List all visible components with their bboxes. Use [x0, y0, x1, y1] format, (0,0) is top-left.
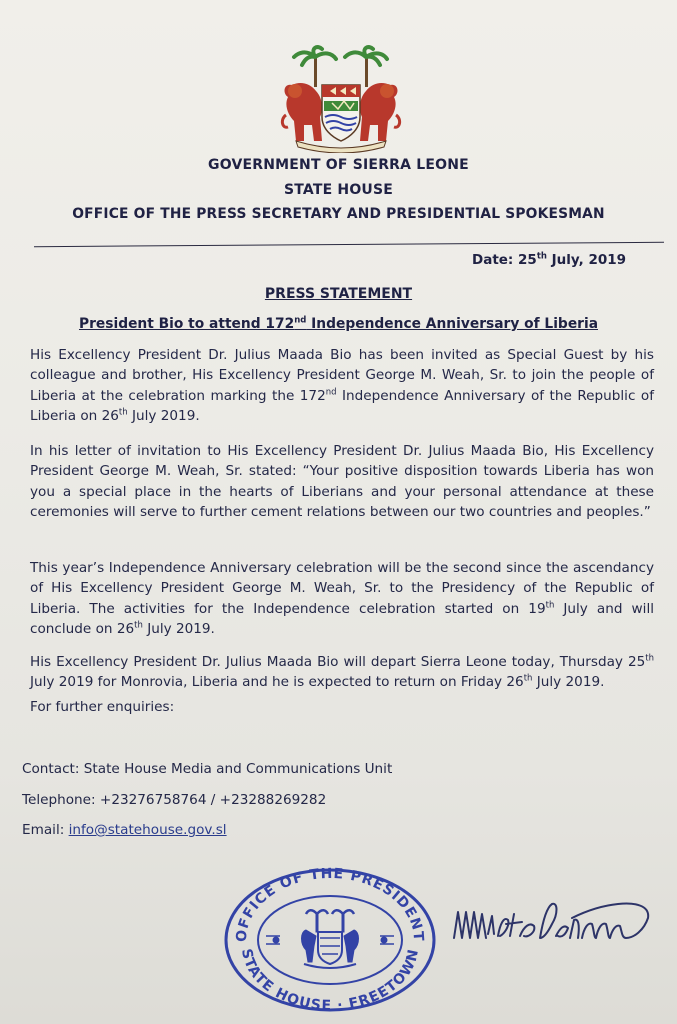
- state-house-heading: STATE HOUSE: [283, 182, 394, 198]
- stamp-crest-icon: [266, 910, 394, 968]
- sierra-leone-coat-of-arms-icon: [278, 45, 404, 153]
- press-statement-title: PRESS STATEMENT: [264, 286, 413, 302]
- contact-telephone: Telephone: +23276758764 / +23288269282: [22, 792, 327, 808]
- contact-email: Email: info@statehouse.gov.sl: [22, 822, 227, 838]
- paragraph-letter-quote: In his letter of invitation to His Excellency President Dr. Julius Maada Bio, His Excellency President George M. Weah, Sr. stated: “Your positive disposition towards Liberia has won you a special place in the hearts of Liberians and your personal attendance at these ceremonies will serve to further cement relations between our two countries and peoples.”: [30, 443, 654, 520]
- statement-date: Date: 25th July, 2019: [472, 251, 627, 268]
- motto-scroll: [296, 141, 386, 153]
- paragraph-enquiries: For further enquiries:: [30, 699, 175, 715]
- lion-right: [360, 83, 400, 141]
- paragraph-celebration: This year’s Independence Anniversary celebration will be the second since the ascendancy of His Excellency President George M. Weah, Sr. to the Presidency of the Republic of Liberia. The activities for the Independence celebration started on 19th July and will conclude on 26th July 2019.: [30, 560, 654, 637]
- palm-tree-right: [345, 47, 387, 87]
- statement-headline: President Bio to attend 172nd Independence Anniversary of Liberia: [78, 315, 599, 332]
- office-heading: OFFICE OF THE PRESS SECRETARY AND PRESIDENTIAL SPOKESMAN: [72, 206, 605, 222]
- contact-unit: Contact: State House Media and Communications Unit: [22, 761, 393, 777]
- stamp-top-text: OFFICE OF THE PRESIDENT: [233, 866, 427, 943]
- handwritten-signature: [448, 894, 654, 968]
- shield: [322, 85, 360, 141]
- paragraph-invitation: His Excellency President Dr. Julius Maada Bio has been invited as Special Guest by his colleague and brother, His Excellency President George M. Weah, Sr. to join the people of Liberia at the celebration marking the 172nd Independence Anniversary of the Republic of Liberia on 26th July 2019.: [30, 347, 655, 424]
- government-heading: GOVERNMENT OF SIERRA LEONE: [208, 157, 469, 173]
- email-link[interactable]: info@statehouse.gov.sl: [68, 822, 227, 838]
- lion-left: [282, 83, 322, 141]
- palm-tree-left: [294, 47, 336, 87]
- stamp-bottom-text: STATE HOUSE · FREETOWN: [237, 947, 423, 1014]
- office-of-the-president-stamp: [222, 866, 438, 1014]
- paragraph-travel: His Excellency President Dr. Julius Maada Bio will depart Sierra Leone today, Thursday 25th July 2019 for Monrovia, Liberia and he is expected to return on Friday 26th July 2019.: [30, 653, 654, 691]
- header-divider: [34, 242, 664, 247]
